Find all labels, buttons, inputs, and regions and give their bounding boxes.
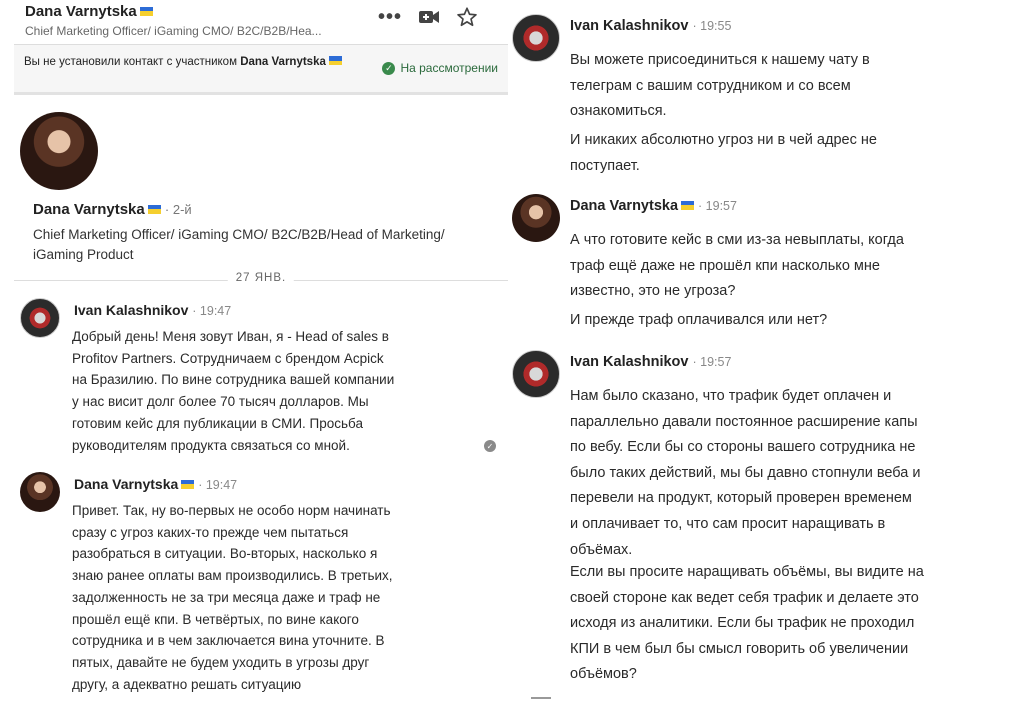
- message-line: И никаких абсолютно угроз ни в чей адрес не: [570, 132, 877, 148]
- connection-banner: [14, 45, 508, 95]
- message-line: по вебу. Если бы со стороны вашего сотрудника не: [570, 439, 916, 456]
- message-author[interactable]: Dana Varnytska: [570, 198, 694, 214]
- message-time: · 19:47: [192, 304, 232, 318]
- message-line: знаю ранее оплаты вам производились. В третьих,: [72, 568, 393, 584]
- date-label: 27 ЯНВ.: [228, 272, 294, 284]
- message-line: готовим кейс для публикации в СМИ. Просьба: [72, 415, 363, 431]
- message-line: объёмах.: [570, 541, 633, 558]
- right-conversation-panel: [512, 0, 1024, 703]
- scroll-indicator: [531, 697, 551, 699]
- message-author[interactable]: Dana Varnytska: [74, 476, 194, 492]
- flag-icon: [681, 201, 694, 210]
- message-line: у нас висит долг более 70 тысяч долларов. Мы: [72, 394, 369, 410]
- message-avatar-dana[interactable]: [512, 194, 560, 242]
- message-line: А что готовите кейс в сми из-за невыплаты, когда: [570, 232, 904, 248]
- message-line: прошёл ещё кпи. В четвёртых, по вине какого: [72, 611, 359, 627]
- message-line: своей стороне как ведет себя трафик и делаете это: [570, 589, 919, 606]
- message-time: · 19:55: [692, 19, 732, 33]
- flag-icon: [148, 205, 161, 214]
- seen-icon: ✓: [484, 440, 496, 452]
- message-author[interactable]: Ivan Kalashnikov: [570, 354, 689, 370]
- profile-headline: Chief Marketing Officer/ iGaming CMO/ B2C/B2B/Head of Marketing/ iGaming Product: [33, 227, 445, 262]
- message-line: Привет. Так, ну во-первых не особо норм начинать: [72, 503, 391, 518]
- message-line: сразу с угроз каких-то прежде чем пытаться: [72, 524, 349, 540]
- message-avatar-dana[interactable]: [20, 472, 60, 512]
- message-line: параллельно давали постоянное расширение капы: [570, 413, 918, 430]
- message-line: Profitov Partners. Сотрудничаем с брендом Acpick: [72, 350, 384, 366]
- message-line: пятых, давайте не будем уходить в угрозы друг: [72, 654, 370, 670]
- date-divider: [14, 272, 508, 288]
- message-body: [570, 48, 870, 125]
- message-line: телеграм с вашим сотрудником и со всем: [570, 77, 851, 94]
- star-icon[interactable]: [456, 4, 478, 30]
- message-line: на Бразилию. По вине сотрудника вашей компании: [72, 372, 395, 388]
- message-line: ознакомиться.: [570, 103, 667, 120]
- message-avatar-ivan[interactable]: [20, 298, 60, 338]
- message-line: сотрудника и в чем заключается вина уточните. В: [72, 633, 385, 649]
- message-header: [74, 476, 237, 492]
- message-avatar-ivan[interactable]: [512, 14, 560, 62]
- header-actions: [378, 4, 478, 30]
- message-body: [570, 384, 920, 563]
- message-line: поступает.: [570, 157, 640, 174]
- check-circle-icon: ✓: [382, 62, 395, 75]
- message-line: объёмов?: [570, 666, 637, 683]
- message-line: перевели на продукт, который проверен временем: [570, 490, 912, 507]
- flag-icon: [329, 56, 342, 65]
- message-body: [72, 500, 393, 695]
- header-name[interactable]: Dana Varnytska: [25, 3, 153, 20]
- message-line: и оплачивает то, что сам просит наращивать в: [570, 515, 886, 532]
- message-line: Вы можете присоединиться к нашему чату в: [570, 52, 870, 68]
- message-line: КПИ в чем был бы смысл говорить об увеличении: [570, 640, 909, 657]
- profile-avatar[interactable]: [20, 112, 98, 190]
- message-header: [74, 302, 231, 318]
- message-line: другу, а адекватно решать ситуацию: [72, 676, 302, 692]
- flag-icon: [140, 7, 153, 16]
- message-body: [72, 326, 394, 456]
- header-subtitle: Chief Marketing Officer/ iGaming CMO/ B2C/B2B/Hea...: [25, 24, 322, 38]
- message-line: задолженность не за три месяца даже и траф не: [72, 589, 381, 605]
- message-time: · 19:47: [198, 478, 238, 492]
- message-line: И прежде траф оплачивался или нет?: [570, 312, 828, 328]
- message-line: Нам было сказано, что трафик будет оплачен и: [570, 388, 892, 404]
- message-body: [570, 128, 877, 179]
- message-body: [570, 228, 904, 305]
- message-avatar-ivan[interactable]: [512, 350, 560, 398]
- message-time: · 19:57: [698, 199, 737, 213]
- profile-name[interactable]: Dana Varnytska · 2-й: [33, 201, 192, 218]
- message-line: исходя из аналитики. Если бы трафик не проходил: [570, 615, 915, 632]
- message-line: Добрый день! Меня зовут Иван, я - Head of sales в: [72, 329, 389, 344]
- message-header: [570, 18, 731, 34]
- message-header: [570, 354, 731, 370]
- message-author[interactable]: Ivan Kalashnikov: [74, 302, 189, 318]
- banner-text: Вы не установили контакт с участником Dana Varnytska: [24, 55, 344, 70]
- message-line: руководителям продукта связаться со мной.: [72, 437, 350, 453]
- message-body: [570, 560, 924, 688]
- message-author[interactable]: Ivan Kalashnikov: [570, 18, 689, 34]
- pending-status: ✓ На рассмотрении: [382, 61, 498, 75]
- message-line: траф ещё даже не прошёл кпи насколько мне: [570, 257, 880, 274]
- message-line: Если вы просите наращивать объёмы, вы видите на: [570, 564, 924, 580]
- message-line: было таких действий, мы бы давно стопнули веба и: [570, 464, 921, 481]
- message-line: известно, это не угроза?: [570, 283, 736, 300]
- video-call-icon[interactable]: [418, 4, 440, 30]
- more-icon[interactable]: •••: [378, 6, 403, 28]
- message-body: [570, 308, 827, 334]
- flag-icon: [181, 480, 194, 489]
- message-line: разобраться в ситуации. Во-вторых, насколько я: [72, 546, 378, 562]
- message-time: · 19:57: [692, 355, 732, 369]
- message-header: [570, 198, 737, 214]
